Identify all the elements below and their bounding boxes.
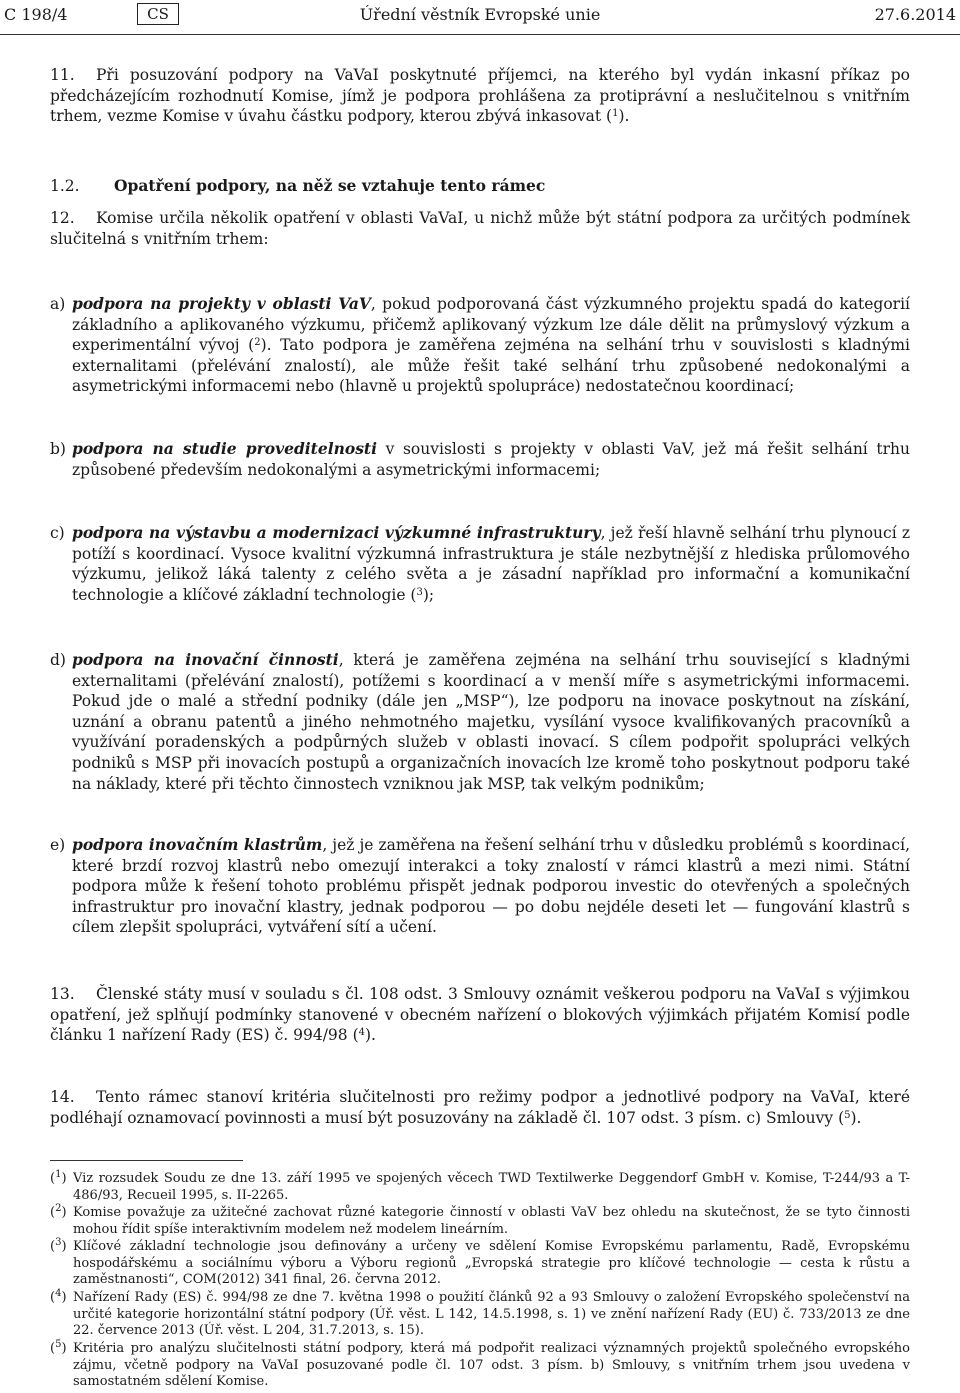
item-text: , která je zaměřena zejména na selhání trhu související s kladnými externalitami (přelévání znalostí), potížemi s koordinací a v menší míře s asymetrickými informacemi. Pokud jde o malé a střední podniky (dále jen „MSP“), lze podporu na inovace poskytnout na získání, uznání a obranu patentů a jiného nehmotného majetku, vysílání vysoce kvalifikovaných pracovníků a využívání poradenských a podpůrných služeb v oblasti inovací. S cílem podpořit spolupráci velkých podniků s MSP při inovacích postupů a organizačních inovacích lze kromě toho poskytnout podporu také na náklady, které při těchto činnostech vzniknou jak MSP, tak velkým podnikům; bbox=[72, 651, 910, 793]
paragraph-text: Komise určila několik opatření v oblasti VaVaI, u nichž může být státní podpora za určitých podmínek slučitelná s vnitřním trhem: bbox=[50, 209, 910, 248]
footnote-ref[interactable]: 3 bbox=[416, 586, 423, 598]
list-item-e bbox=[50, 835, 910, 938]
item-content bbox=[72, 294, 910, 397]
item-text: , jež je zaměřena na řešení selhání trhu v důsledku problémů s koordinací, které brzdí rozvoj klastrů nebo omezují interakci a toky znalostí v rámci klastrů a mezi nimi. Státní podpora může k řešení tohoto problému přispět jednak podporou investic do otevřených a společných infrastruktur pro inovační klastry, jednak podporou — po dobu nejdéle deseti let — fungování klastrů s cílem zlepšit spolupráci, vytváření sítí a učení. bbox=[72, 836, 910, 937]
footnote-ref[interactable]: 2 bbox=[254, 337, 261, 349]
paragraph-tail: ). bbox=[618, 107, 630, 126]
item-letter: b) bbox=[50, 440, 66, 458]
paragraph-tail: ). bbox=[365, 1026, 376, 1045]
footnote-ref[interactable]: 5 bbox=[844, 1109, 851, 1121]
footnote-3 bbox=[50, 1239, 910, 1289]
item-text-2: ). Tato podpora je zaměřena zejména na selhání trhu v souvislosti s kladnými externalitami (přelévání znalostí), ale může řešit také selhání trhu způsobené nedokonalými a asymetrickými informacemi nebo (hlavně u projektů spolupráce) nedostatečnou koordinací; bbox=[72, 336, 911, 396]
footnote-text: Komise považuje za užitečné zachovat různé kategorie činností v oblasti VaV bez ohledu na skutečnost, že se tyto činnosti mohou řídit spíše interaktivním modelem než modelem lineárním. bbox=[73, 1205, 910, 1237]
item-emphasis: podpora na výstavbu a modernizaci výzkumné infrastruktury bbox=[72, 523, 601, 542]
footnote-number: ($^4$) bbox=[50, 1288, 67, 1305]
language-code-box: CS bbox=[137, 3, 179, 25]
item-emphasis: podpora inovačním klastrům bbox=[72, 835, 323, 854]
paragraph-text: Členské státy musí v souladu s čl. 108 odst. 3 Smlouvy oznámit veškerou podporu na VaVaI s výjimkou opatření, jež splňují podmínky stanovené v obecném nařízení o blokových výjimkách přijatém Komisí podle článku 1 nařízení Rady (ES) č. 994/98 ( bbox=[50, 985, 910, 1045]
item-letter: a) bbox=[50, 295, 66, 313]
section-number: 1.2. bbox=[50, 177, 80, 195]
footnote-4 bbox=[50, 1290, 910, 1340]
item-content bbox=[72, 650, 910, 794]
item-content bbox=[72, 835, 910, 938]
paragraph-number: 13. bbox=[50, 985, 75, 1003]
list-item-d bbox=[50, 650, 910, 794]
paragraph-14 bbox=[50, 1087, 910, 1128]
item-content bbox=[72, 523, 910, 605]
section-heading bbox=[50, 176, 910, 196]
paragraph-13 bbox=[50, 984, 910, 1046]
list-item-a bbox=[50, 294, 910, 397]
list-item-b bbox=[50, 439, 910, 480]
item-letter: e) bbox=[50, 836, 66, 854]
item-text: v souvislosti s projekty v oblasti VaV, jež má řešit selhání trhu způsobené především nedokonalými a asymetrickými informacemi; bbox=[72, 440, 910, 479]
header-rule bbox=[0, 34, 960, 35]
paragraph-number: 12. bbox=[50, 209, 75, 227]
paragraph-number: 11. bbox=[50, 66, 75, 84]
footnote-text: Klíčové základní technologie jsou definovány a určeny ve sdělení Komise Evropskému parlamentu, Radě, Evropskému hospodářskému a sociálnímu výboru a Výboru regionů „Evropská strategie pro klíčové technologie — cesta k růstu a zaměstnanosti“, COM(2012) 341 final, 26. června 2012. bbox=[73, 1239, 910, 1288]
paragraph-text: Při posuzování podpory na VaVaI poskytnuté příjemci, na kterého byl vydán inkasní příkaz po předcházejícím rozhodnutí Komise, jímž je podpora prohlášena za protiprávní a neslučitelnou s vnitřním trhem, vezme Komise v úvahu částku podpory, kterou zbývá inkasovat ( bbox=[50, 66, 910, 126]
item-text: , jež řeší hlavně selhání trhu plynoucí z potíží s koordinací. Vysoce kvalitní výzkumná infrastruktura je stále nezbytnější z hlediska průlomového výzkumu, jelikož láká talenty z celého světa a je zásadní například pro informační a komunikační technologie a klíčové základní technologie ( bbox=[72, 524, 910, 604]
footnote-ref[interactable]: 4 bbox=[358, 1027, 365, 1039]
journal-title: Úřední věstník Evropské unie bbox=[359, 5, 601, 24]
list-item-c bbox=[50, 523, 910, 605]
footnote-2 bbox=[50, 1205, 910, 1238]
footnote-number: ($^2$) bbox=[50, 1203, 67, 1220]
footnote-number: ($^3$) bbox=[50, 1237, 67, 1254]
item-text: , pokud podporovaná část výzkumného projektu spadá do kategorií základního a aplikovaného výzkumu, přičemž aplikovaný výzkum lze dále dělit na průmyslový výzkum a experimentální vývoj ( bbox=[72, 295, 910, 355]
item-emphasis: podpora na studie proveditelnosti bbox=[72, 439, 377, 458]
footnote-text: Viz rozsudek Soudu ze dne 13. září 1995 ve spojených věcech TWD Textilwerke Deggendorf GmbH v. Komise, T-244/93 a T-486/93, Recueil 1995, s. II-2265. bbox=[73, 1171, 910, 1203]
paragraph-11 bbox=[50, 65, 910, 127]
footnote-5 bbox=[50, 1341, 910, 1391]
item-letter: d) bbox=[50, 651, 66, 669]
footnote-number: ($^1$) bbox=[50, 1169, 67, 1186]
page-header bbox=[0, 0, 960, 28]
item-emphasis: podpora na inovační činnosti bbox=[72, 650, 339, 669]
paragraph-tail: ). bbox=[850, 1108, 862, 1127]
footnote-1 bbox=[50, 1171, 910, 1204]
paragraph-12 bbox=[50, 208, 910, 249]
footnote-separator bbox=[50, 1160, 243, 1161]
item-letter: c) bbox=[50, 524, 65, 542]
item-emphasis: podpora na projekty v oblasti VaV bbox=[72, 294, 371, 313]
publication-date: 27.6.2014 bbox=[874, 5, 956, 24]
paragraph-number: 14. bbox=[50, 1088, 75, 1106]
journal-reference: C 198/4 bbox=[4, 5, 68, 24]
item-content bbox=[72, 439, 910, 480]
footnote-ref[interactable]: 1 bbox=[612, 108, 619, 120]
section-title: Opatření podpory, na něž se vztahuje tento rámec bbox=[114, 176, 546, 195]
footnote-text: Kritéria pro analýzu slučitelnosti státní podpory, která má podpořit realizaci významných projektů společného evropského zájmu, včetně podpory na VaVaI posuzované podle čl. 107 odst. 3 písm. b) Smlouvy, s vnitřním trhem jsou uvedena v samostatném sdělení Komise. bbox=[73, 1341, 910, 1390]
footnote-number: ($^5$) bbox=[50, 1339, 67, 1356]
item-text-2: ); bbox=[422, 585, 435, 604]
paragraph-text: Tento rámec stanoví kritéria slučitelnosti pro režimy podpor a jednotlivé podpory na VaVaI, které podléhají oznamovací povinnosti a musí být posuzovány na základě čl. 107 odst. 3 písm. c) Smlouvy ( bbox=[50, 1088, 910, 1127]
footnote-text: Nařízení Rady (ES) č. 994/98 ze dne 7. května 1998 o použití článků 92 a 93 Smlouvy o založení Evropského společenství na určité kategorie horizontální státní podpory (Úř. věst. L 142, 14.5.1998, s. 1) ve znění nařízení Rady (EU) č. 733/2013 ze dne 22. července 2013 (Úř. věst. L 204, 31.7.2013, s. 15). bbox=[73, 1290, 910, 1339]
